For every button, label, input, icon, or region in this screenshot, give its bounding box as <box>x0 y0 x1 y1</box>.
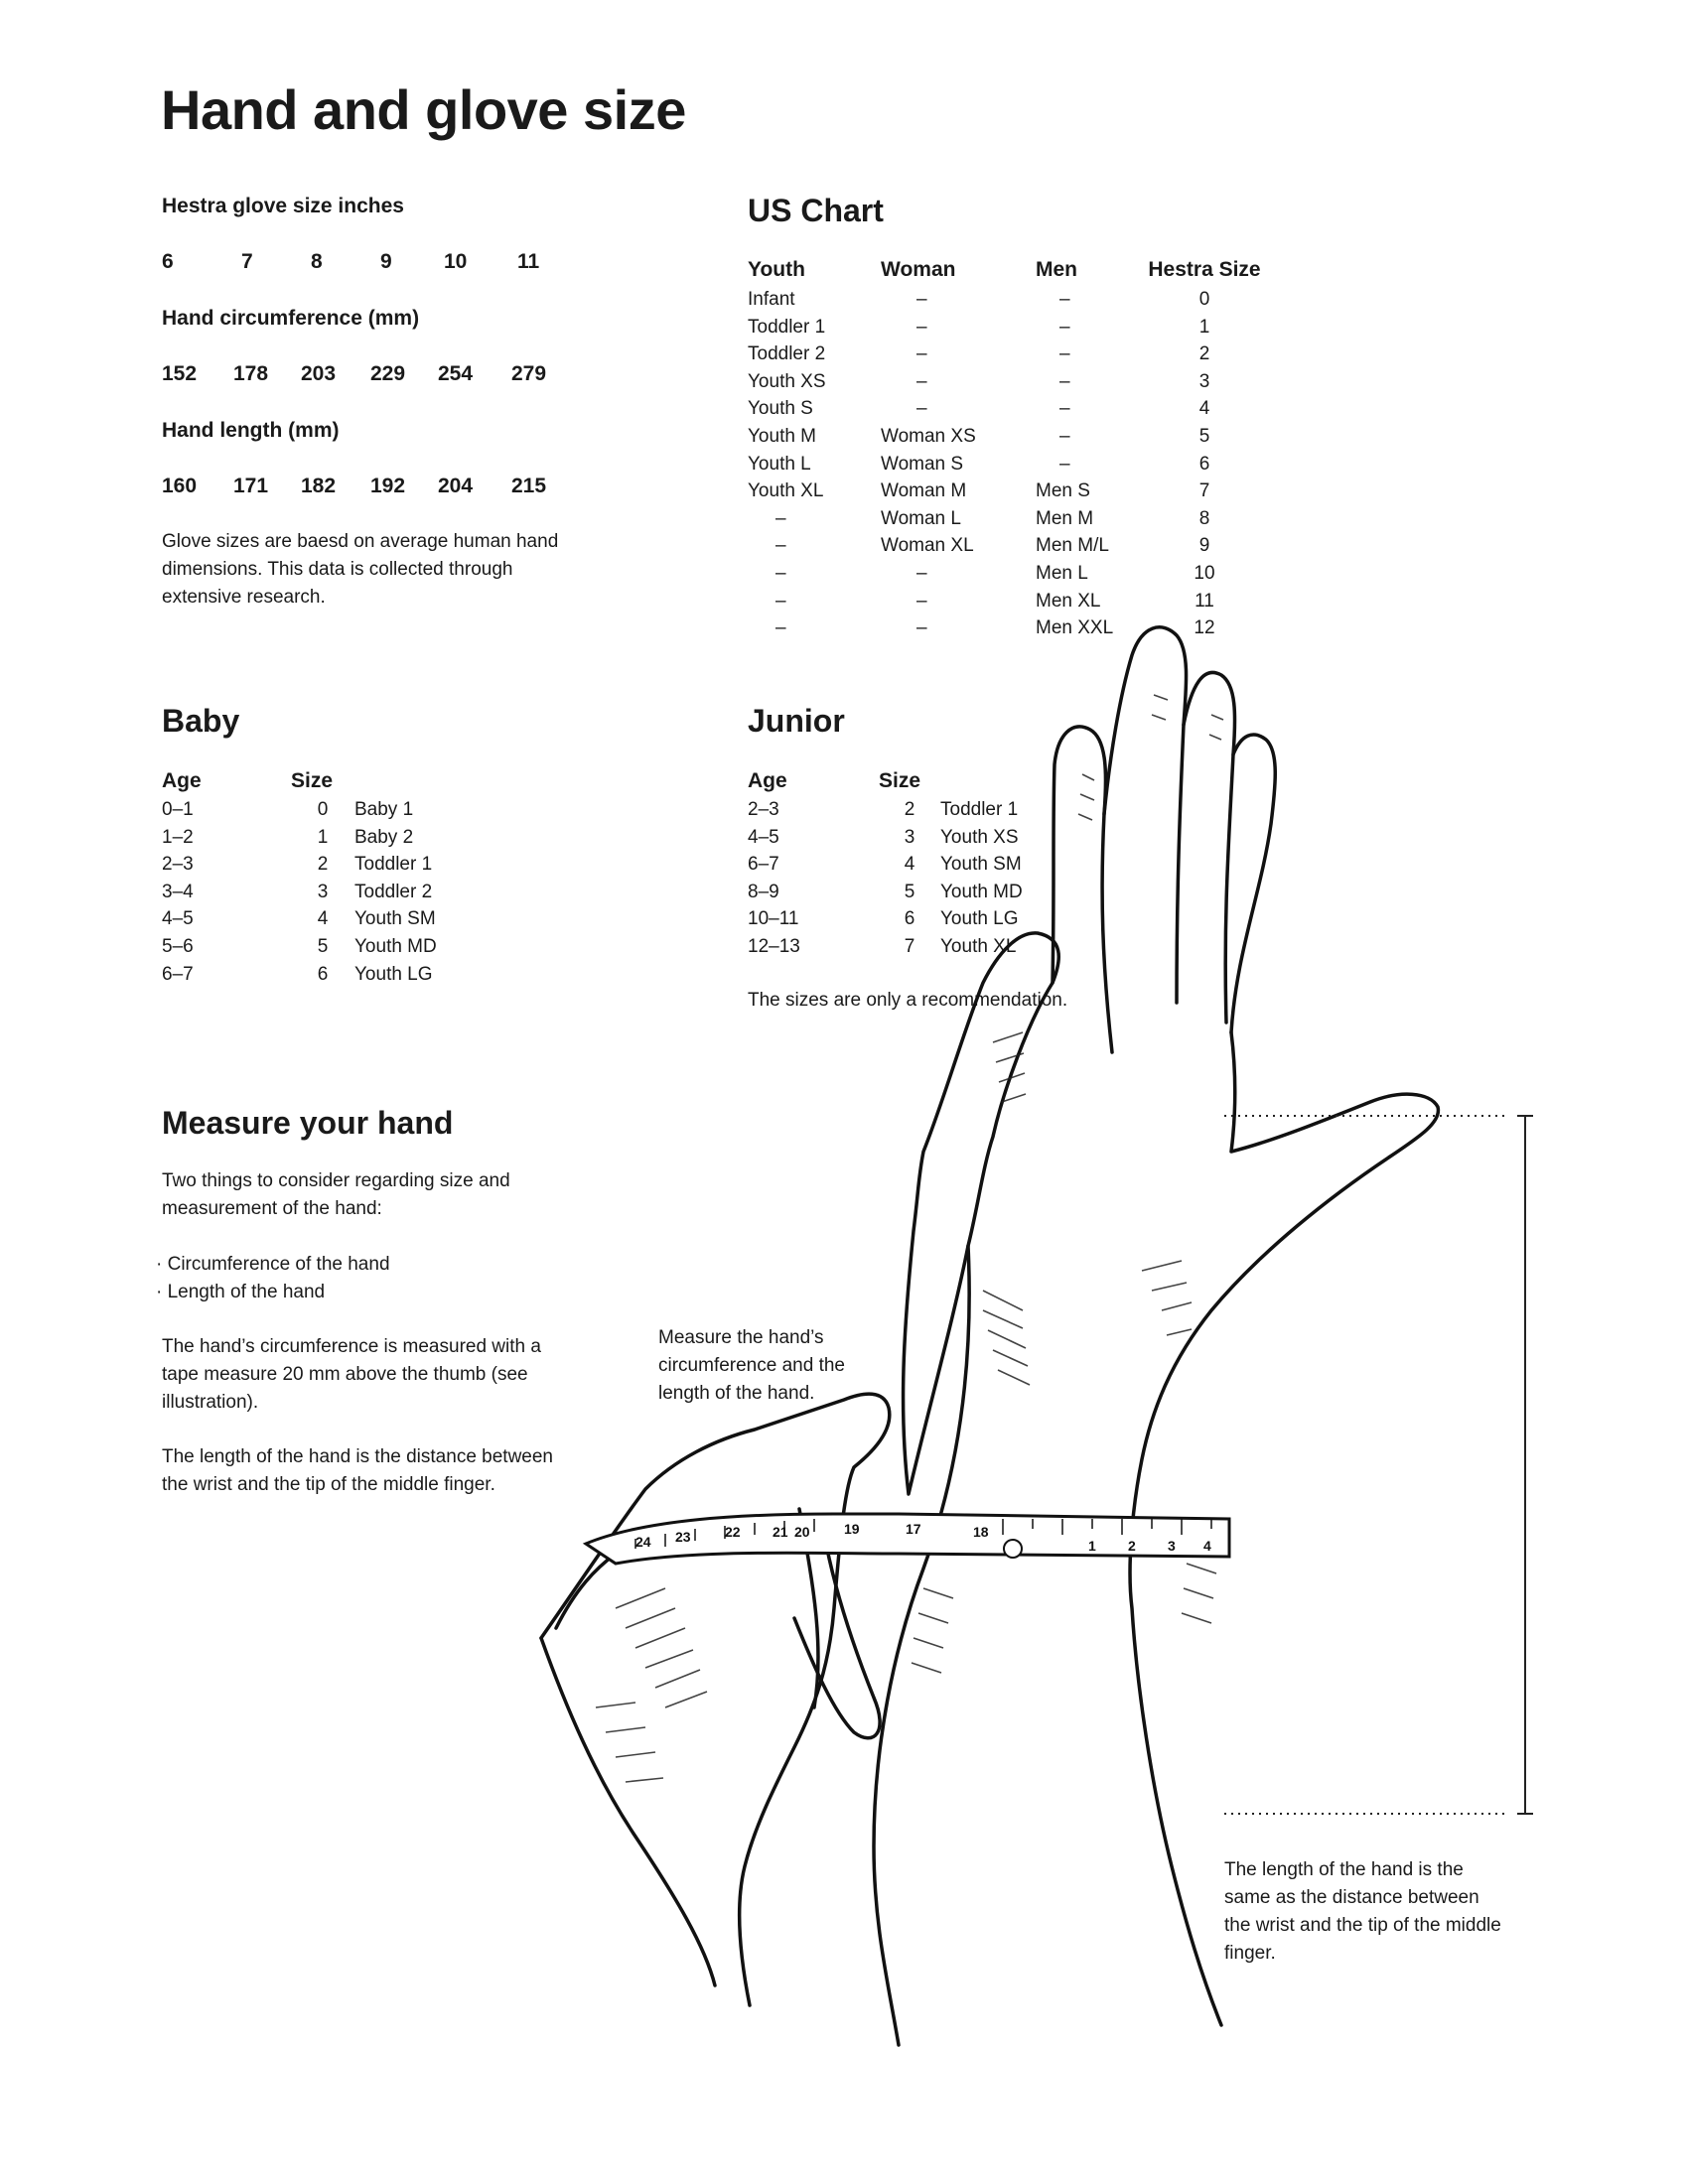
junior-row-cell: Youth LG <box>940 908 1019 930</box>
junior-row-cell: 12–13 <box>748 935 800 957</box>
length-value: 182 <box>301 475 337 497</box>
baby-row-cell: 4–5 <box>162 908 194 930</box>
us-chart-row-cell: – <box>916 562 927 584</box>
baby-row-cell: Toddler 1 <box>354 854 433 876</box>
circumference-value: 178 <box>233 362 269 385</box>
junior-row-cell: 3 <box>904 826 915 848</box>
us-chart-row-cell: – <box>775 507 786 529</box>
us-header-woman: Woman <box>881 258 956 281</box>
page-title: Hand and glove size <box>161 78 686 141</box>
inches-value: 11 <box>517 250 540 273</box>
us-chart-title: US Chart <box>748 193 884 228</box>
inches-value: 9 <box>380 250 392 273</box>
us-chart-row-cell: – <box>1059 289 1070 310</box>
measure-title: Measure your hand <box>162 1105 454 1141</box>
junior-row-cell: 4 <box>904 854 915 876</box>
us-chart-row-cell: Youth S <box>748 398 813 420</box>
us-chart-row-cell: – <box>775 590 786 612</box>
tape-number: 23 <box>675 1529 691 1545</box>
junior-header-size: Size <box>879 769 921 792</box>
inches-value: 6 <box>162 250 174 273</box>
measure-bullet: · Circumference of the hand <box>156 1254 390 1275</box>
us-chart-row-cell: – <box>916 590 927 612</box>
us-chart-row-cell: Toddler 1 <box>748 316 826 338</box>
holding-hand-icon <box>541 1394 890 2005</box>
us-chart-row-cell: Men S <box>1036 480 1090 502</box>
length-label: Hand length (mm) <box>162 419 340 442</box>
junior-row-cell: 6 <box>904 908 915 930</box>
us-chart-row-cell: Woman XS <box>881 425 976 447</box>
tape-number: 18 <box>973 1524 989 1540</box>
us-chart-row-cell: 8 <box>1198 507 1210 529</box>
length-value: 192 <box>370 475 406 497</box>
us-chart-row-cell: – <box>916 316 927 338</box>
us-chart-row-cell: – <box>1059 343 1070 365</box>
us-chart-row-cell: – <box>1059 398 1070 420</box>
us-chart-row-cell: – <box>916 343 927 365</box>
baby-row-cell: 2–3 <box>162 854 194 876</box>
us-chart-row-cell: – <box>1059 425 1070 447</box>
us-chart-row-cell: Youth L <box>748 453 811 475</box>
us-chart-row-cell: – <box>1059 370 1070 392</box>
baby-row-cell: 1 <box>317 826 329 848</box>
baby-row-cell: 6–7 <box>162 963 194 985</box>
measure-paragraph-2: The length of the hand is the distance between the wrist and the tip of the middle finger. <box>162 1446 553 1495</box>
junior-row-cell: Youth MD <box>940 881 1023 902</box>
us-header-hestra: Hestra Size <box>1148 258 1261 281</box>
junior-row-cell: Youth XL <box>940 935 1017 957</box>
us-chart-row-cell: 9 <box>1198 535 1210 557</box>
baby-header-age: Age <box>162 769 202 792</box>
us-chart-row-cell: Youth XL <box>748 480 824 502</box>
hand-outline-icon <box>904 933 1059 1494</box>
us-chart-row-cell: Men XXL <box>1036 617 1114 639</box>
inches-value: 10 <box>444 250 468 273</box>
us-chart-row-cell: – <box>775 535 786 557</box>
circumference-label: Hand circumference (mm) <box>162 307 420 330</box>
us-chart-row-cell: 3 <box>1198 370 1210 392</box>
us-chart-row-cell: – <box>775 617 786 639</box>
baby-row-cell: 6 <box>317 963 329 985</box>
us-chart-row-cell: – <box>916 289 927 310</box>
circumference-value: 254 <box>438 362 474 385</box>
us-chart-row-cell: 6 <box>1198 453 1210 475</box>
baby-row-cell: 3–4 <box>162 881 194 902</box>
junior-row-cell: 7 <box>904 935 915 957</box>
tape-number: 1 <box>1088 1538 1096 1554</box>
baby-row-cell: Youth SM <box>354 908 436 930</box>
junior-row-cell: 4–5 <box>748 826 779 848</box>
tape-number: 2 <box>1128 1538 1136 1554</box>
baby-row-cell: Baby 1 <box>354 799 414 820</box>
junior-note: The sizes are only a recommendation. <box>748 990 1068 1011</box>
us-header-youth: Youth <box>748 258 805 281</box>
us-chart-row-cell: Men M <box>1036 507 1094 529</box>
us-chart-row-cell: – <box>1059 316 1070 338</box>
us-chart-row-cell: Toddler 2 <box>748 343 826 365</box>
tape-number: 17 <box>906 1521 921 1537</box>
us-header-men: Men <box>1036 258 1077 281</box>
tape-number: 22 <box>725 1524 741 1540</box>
junior-row-cell: Toddler 1 <box>940 799 1019 820</box>
circumference-value: 229 <box>370 362 406 385</box>
baby-row-cell: Youth MD <box>354 935 437 957</box>
tape-number: 3 <box>1168 1538 1176 1554</box>
us-chart-row-cell: Woman M <box>881 480 967 502</box>
us-chart-row-cell: – <box>916 617 927 639</box>
size-note: Glove sizes are baesd on average human hand dimensions. This data is collected through extensive research. <box>162 531 559 608</box>
tape-number: 19 <box>844 1521 860 1537</box>
us-chart-row-cell: 12 <box>1194 617 1215 639</box>
us-chart-row-cell: – <box>1059 453 1070 475</box>
tape-number: 24 <box>635 1534 651 1550</box>
junior-row-cell: 2 <box>904 799 915 820</box>
inches-value: 7 <box>241 250 253 273</box>
baby-row-cell: 5 <box>317 935 329 957</box>
circumference-value: 279 <box>511 362 547 385</box>
us-chart-row-cell: Infant <box>748 289 795 310</box>
us-chart-row-cell: Youth XS <box>748 370 826 392</box>
baby-row-cell: 3 <box>317 881 329 902</box>
junior-row-cell: 6–7 <box>748 854 779 876</box>
us-chart-row-cell: Men L <box>1036 562 1088 584</box>
baby-row-cell: Baby 2 <box>354 826 414 848</box>
junior-row-cell: Youth XS <box>940 826 1019 848</box>
baby-row-cell: 4 <box>317 908 329 930</box>
junior-title: Junior <box>748 703 845 739</box>
us-chart-row-cell: Woman XL <box>881 535 974 557</box>
us-chart-row-cell: 4 <box>1198 398 1210 420</box>
junior-row-cell: 8–9 <box>748 881 779 902</box>
baby-row-cell: Toddler 2 <box>354 881 433 902</box>
us-chart-row-cell: 7 <box>1198 480 1210 502</box>
us-chart-row-cell: 1 <box>1198 316 1210 338</box>
junior-row-cell: 10–11 <box>748 908 799 930</box>
circumference-value: 152 <box>162 362 198 385</box>
us-chart-row-cell: 10 <box>1194 562 1215 584</box>
us-chart-row-cell: Men M/L <box>1036 535 1109 557</box>
us-chart-row-cell: Woman L <box>881 507 961 529</box>
length-value: 204 <box>438 475 474 497</box>
junior-header-age: Age <box>748 769 787 792</box>
circumference-value: 203 <box>301 362 337 385</box>
length-bracket-icon <box>1224 1116 1533 1814</box>
tape-number: 20 <box>794 1524 810 1540</box>
length-value: 160 <box>162 475 198 497</box>
inches-label: Hestra glove size inches <box>162 195 404 217</box>
baby-row-cell: 0 <box>317 799 329 820</box>
caption-middle: Measure the hand’s circumference and the length of the hand. <box>658 1327 845 1404</box>
baby-row-cell: 5–6 <box>162 935 194 957</box>
baby-row-cell: Youth LG <box>354 963 433 985</box>
measure-paragraph-1: The hand’s circumference is measured with a tape measure 20 mm above the thumb (see illustration). <box>162 1336 541 1413</box>
baby-row-cell: 0–1 <box>162 799 194 820</box>
baby-row-cell: 2 <box>317 854 329 876</box>
length-value: 215 <box>511 475 547 497</box>
us-chart-row-cell: 2 <box>1198 343 1210 365</box>
us-chart-row-cell: Men XL <box>1036 590 1101 612</box>
us-chart-row-cell: – <box>775 562 786 584</box>
baby-title: Baby <box>162 703 240 739</box>
measure-intro: Two things to consider regarding size and measurement of the hand: <box>162 1170 510 1219</box>
us-chart-row-cell: 11 <box>1195 590 1214 612</box>
baby-row-cell: 1–2 <box>162 826 194 848</box>
caption-right: The length of the hand is the same as the distance between the wrist and the tip of the middle finger. <box>1224 1859 1501 1964</box>
tape-number: 21 <box>773 1524 788 1540</box>
junior-row-cell: 5 <box>904 881 915 902</box>
junior-row-cell: Youth SM <box>940 854 1022 876</box>
length-value: 171 <box>233 475 269 497</box>
inches-value: 8 <box>311 250 323 273</box>
junior-row-cell: 2–3 <box>748 799 779 820</box>
baby-header-size: Size <box>291 769 334 792</box>
us-chart-row-cell: 5 <box>1198 425 1210 447</box>
tape-number: 4 <box>1203 1538 1211 1554</box>
us-chart-row-cell: Woman S <box>881 453 964 475</box>
us-chart-row-cell: Youth M <box>748 425 817 447</box>
us-chart-row-cell: – <box>916 398 927 420</box>
us-chart-row-cell: – <box>916 370 927 392</box>
us-chart-row-cell: 0 <box>1198 289 1210 310</box>
measure-bullet: · Length of the hand <box>156 1282 326 1302</box>
